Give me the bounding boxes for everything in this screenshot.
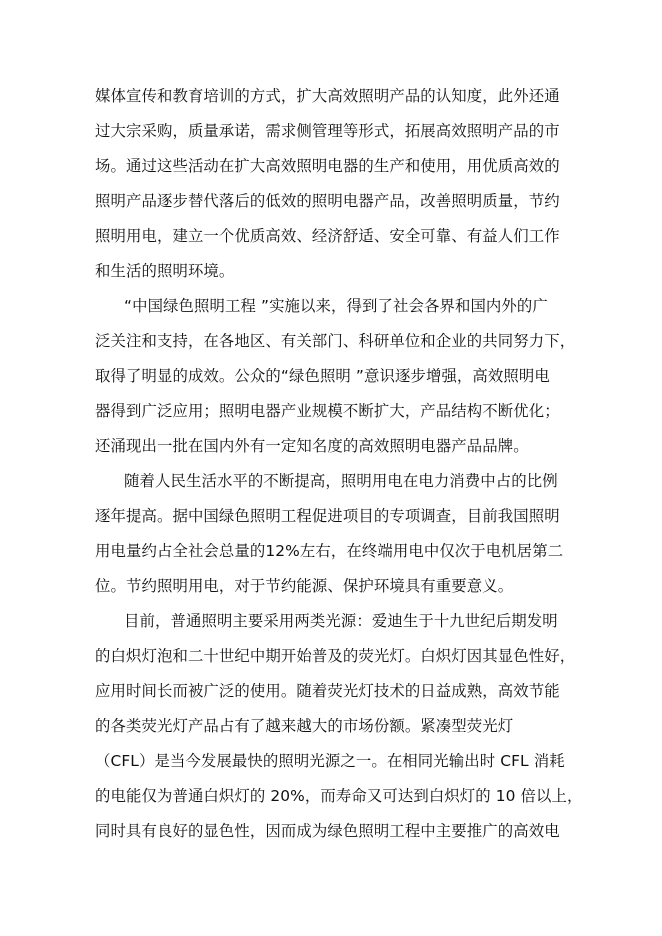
text-line: 同时具有良好的显色性，因而成为绿色照明工程中主要推广的高效电 xyxy=(95,822,560,840)
text-line: 逐年提高。据中国绿色照明工程促进项目的专项调查，目前我国照明 xyxy=(95,507,560,525)
text-line: 媒体宣传和教育培训的方式，扩大高效照明产品的认知度，此外还通 xyxy=(95,87,560,105)
text-line: 照明产品逐步替代落后的低效的照明电器产品，改善照明质量，节约 xyxy=(95,192,560,210)
text-line: 泛关注和支持，在各地区、有关部门、科研单位和企业的共同努力下， xyxy=(95,332,576,350)
text-line: 和生活的照明环境。 xyxy=(95,262,235,280)
text-line: （CFL）是当今发展最快的照明光源之一。在相同光输出时 CFL 消耗 xyxy=(95,752,565,770)
text-line: 的电能仅为普通白炽灯的 20%，而寿命又可达到白炽灯的 10 倍以上， xyxy=(95,787,583,805)
text-line: 照明用电，建立一个优质高效、经济舒适、安全可靠、有益人们工作 xyxy=(95,227,560,245)
text-line: 取得了明显的成效。公众的“绿色照明 ”意识逐步增强，高效照明电 xyxy=(95,367,550,385)
text-line: 场。通过这些活动在扩大高效照明电器的生产和使用，用优质高效的 xyxy=(95,157,560,175)
text-line: 器得到广泛应用；照明电器产业规模不断扩大，产品结构不断优化； xyxy=(95,402,560,420)
paragraph-start-line: 随着人民生活水平的不断提高，照明用电在电力消费中占的比例 xyxy=(124,472,558,490)
text-line: 应用时间长而被广泛的使用。随着荧光灯技术的日益成熟，高效节能 xyxy=(95,682,560,700)
text-line: 用电量约占全社会总量的12%左右，在终端用电中仅次于电机居第二 xyxy=(95,542,564,560)
text-line: 位。节约照明用电，对于节约能源、保护环境具有重要意义。 xyxy=(95,577,514,595)
text-line: 的各类荧光灯产品占有了越来越大的市场份额。紧凑型荧光灯 xyxy=(95,717,514,735)
paragraph-start-line: 目前，普通照明主要采用两类光源：爱迪生于十九世纪后期发明 xyxy=(124,612,558,630)
text-line: 过大宗采购，质量承诺，需求侧管理等形式，拓展高效照明产品的市 xyxy=(95,122,560,140)
text-line: 的白炽灯泡和二十世纪中期开始普及的荧光灯。白炽灯因其显色性好， xyxy=(95,647,576,665)
text-line: 还涌现出一批在国内外有一定知名度的高效照明电器产品品牌。 xyxy=(95,437,529,455)
paragraph-start-line: “中国绿色照明工程 ”实施以来，得到了社会各界和国内外的广 xyxy=(124,297,548,315)
